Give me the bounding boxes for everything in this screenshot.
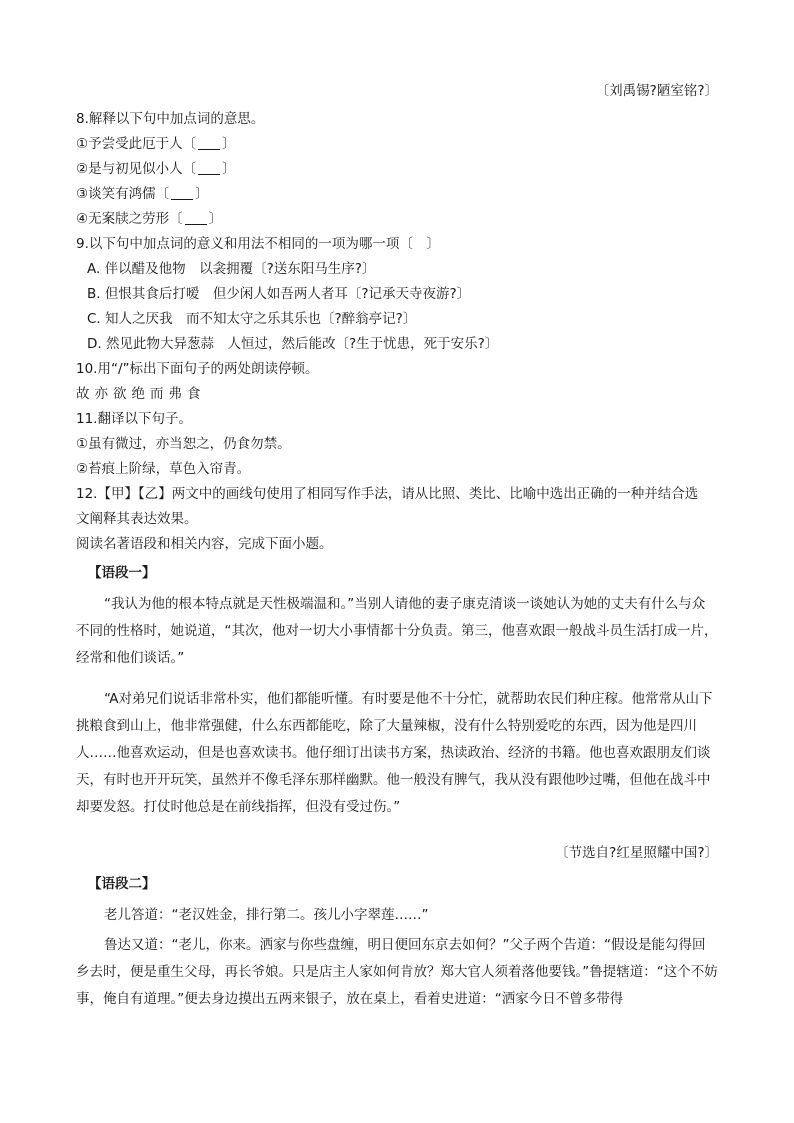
q8-item-4: ④无案牍之劳形〔 〕	[76, 211, 223, 227]
answer-blank[interactable]	[198, 135, 220, 150]
q10-stem: 10.用“/”标出下面句子的两处朗读停顿。	[76, 361, 319, 377]
segment-one-paragraph-2: “A对弟兄们说话非常朴实，他们都能听懂。有时要是他不十分忙，就帮助农民们种庄稼。他常常从山下挑粮食到山上，他非常强健，什么东西都能吃，除了大量辣椒，没有什么特别爱吃的东西，因为他是四川人……他喜欢运动，但是也喜欢读书。他仔细订出读书方案，热读政治、经济的书籍。他也喜欢跟朋友们谈天，有时也开开玩笑，虽然并不像毛泽东那样幽默。他一般没有脾气，我从没有跟他吵过嘴，但他在战斗中却要发怒。打仗时他总是在前线指挥，但没有受过伤。”	[76, 691, 713, 815]
q9-option-b: B. 但恨其食后打嗳 但少闲人如吾两人者耳〔?记承天寺夜游?〕	[87, 286, 471, 302]
q9-option-d: D. 然见此物大异葱蒜 人恒过，然后能改〔?生于忧患，死于安乐?〕	[87, 336, 499, 352]
segment-one-source: 〔节选自?红星照耀中国?〕	[555, 845, 718, 861]
q12-line-1: 12.【甲】【乙】两文中的画线句使用了相同写作手法，请从比照、类比、比喻中选出正确的一种并结合选	[76, 486, 699, 502]
q8-stem: 8.解释以下句中加点词的意思。	[76, 111, 265, 127]
segment-two-title: 【语段二】	[88, 876, 156, 892]
q8-item-2: ②是与初见似小人〔 〕	[76, 161, 236, 177]
q9-stem: 9.以下句中加点词的意义和用法不相同的一项为哪一项〔 〕	[76, 236, 440, 252]
answer-blank[interactable]	[185, 210, 207, 225]
segment-one-paragraph-1: “我认为他的根本特点就是天性极端温和。”当别人请他的妻子康克清谈一谈她认为她的丈夫有什么与众不同的性格时，她说道，“其次，他对一切大小事情都十分负责。第三，他喜欢跟一般战斗员生活打成一片，经常和他们谈话。”	[76, 596, 718, 666]
reading-intro: 阅读名著语段和相关内容，完成下面小题。	[76, 536, 333, 552]
q9-option-c: C. 知人之厌我 而不知太守之乐其乐也〔?醉翁亭记?〕	[87, 311, 417, 327]
source-citation-top: 〔刘禹锡?陋室铭?〕	[595, 83, 718, 99]
answer-blank[interactable]	[198, 160, 220, 175]
segment-two-paragraph-1: 老儿答道：“老汉姓金，排行第二。孩儿小字翠莲……”	[104, 907, 429, 923]
answer-blank[interactable]	[171, 185, 193, 200]
q8-item-3: ③谈笑有鸿儒〔 〕	[76, 186, 209, 202]
q9-option-a: A. 伴以醋及他物 以衾拥覆〔?送东阳马生序?〕	[87, 261, 376, 277]
segment-two-paragraph-2: 鲁达又道：“老儿，你来。洒家与你些盘缠，明日便回东京去如何？”父子两个告道：“假设是能勾得回乡去时，便是重生父母，再长爷娘。只是店主人家如何肯放？郑大官人须着落他要钱。”鲁提辖道：“这个不妨事，俺自有道理。”便去身边摸出五两来银子，放在桌上，看着史进道：“洒家今日不曾多带得	[76, 937, 718, 1007]
q11-item-1: ①虽有微过，亦当恕之，仍食勿禁。	[76, 436, 291, 452]
q11-stem: 11.翻译以下句子。	[76, 411, 192, 427]
q10-sentence: 故亦欲绝而弗食	[76, 386, 206, 402]
segment-one-title: 【语段一】	[88, 565, 156, 581]
q11-item-2: ②苔痕上阶绿，草色入帘青。	[76, 461, 251, 477]
q12-line-2: 文阐释其表达效果。	[76, 511, 198, 527]
q8-item-1: ①予尝受此厄于人〔 〕	[76, 136, 236, 152]
